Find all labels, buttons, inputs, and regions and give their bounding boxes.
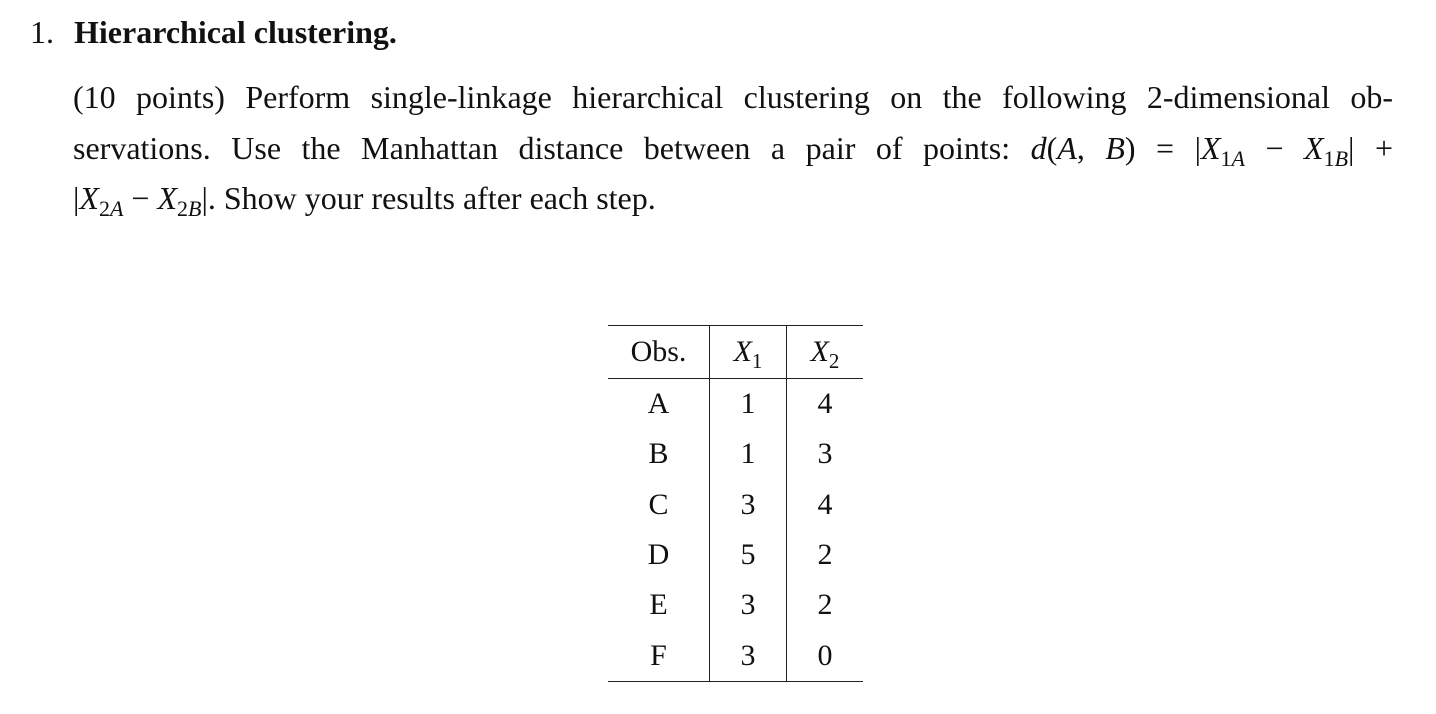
cell-x1: 1 bbox=[710, 379, 787, 430]
cell-obs: E bbox=[608, 580, 710, 630]
problem-heading bbox=[30, 10, 397, 54]
cell-x1: 1 bbox=[710, 429, 787, 479]
distance-formula-part1: d(A, $B) = |X_{1A} - X_{1B}|$ + bbox=[1030, 129, 1393, 171]
distance-formula-part2: $|X_{2A} - X_{2B}|$ bbox=[73, 180, 208, 221]
statement-line-1 bbox=[73, 72, 1393, 123]
cell-x2: 0 bbox=[817, 638, 833, 672]
problem-title: Hierarchical clustering. bbox=[74, 14, 397, 50]
statement-text-2: servations. Use the Manhattan distance between a pair of points: bbox=[73, 129, 1011, 166]
cell-x1: 3 bbox=[710, 580, 787, 630]
cell-obs: D bbox=[608, 530, 710, 580]
cell-x1: 3 bbox=[710, 630, 787, 681]
header-x1: $X_1$ bbox=[710, 326, 787, 379]
cell-obs: A bbox=[608, 379, 710, 430]
statement-text-3: . Show your results after each step. bbox=[207, 180, 656, 216]
cell-obs: C bbox=[608, 480, 710, 530]
statement-text-1: Perform single-linkage hierarchical clustering on the following 2-dimensional ob- bbox=[245, 79, 1394, 115]
table-row bbox=[608, 480, 863, 530]
table-row bbox=[608, 630, 863, 681]
points-label: (10 points) bbox=[73, 79, 225, 115]
cell-obs: F bbox=[608, 630, 710, 681]
problem-number: 1. bbox=[30, 14, 54, 50]
table-header-row bbox=[608, 326, 863, 379]
cell-x1: 3 bbox=[710, 480, 787, 530]
header-x2: $X_2$ bbox=[810, 335, 840, 373]
statement-line-3 bbox=[73, 173, 1393, 224]
cell-x1: 5 bbox=[710, 530, 787, 580]
cell-obs: B bbox=[608, 429, 710, 479]
observations-table bbox=[608, 325, 863, 682]
header-obs: Obs. bbox=[608, 326, 710, 379]
cell-x2: 3 bbox=[817, 437, 833, 471]
table-row bbox=[608, 580, 863, 630]
table-row bbox=[608, 379, 863, 430]
cell-x2: 4 bbox=[817, 387, 833, 421]
table-row bbox=[608, 429, 863, 479]
cell-x2: 2 bbox=[817, 588, 833, 622]
cell-x2: 4 bbox=[817, 487, 833, 521]
cell-x2: 2 bbox=[817, 538, 833, 572]
table-row bbox=[608, 530, 863, 580]
statement-line-2 bbox=[73, 123, 1393, 174]
problem-statement bbox=[73, 72, 1393, 224]
